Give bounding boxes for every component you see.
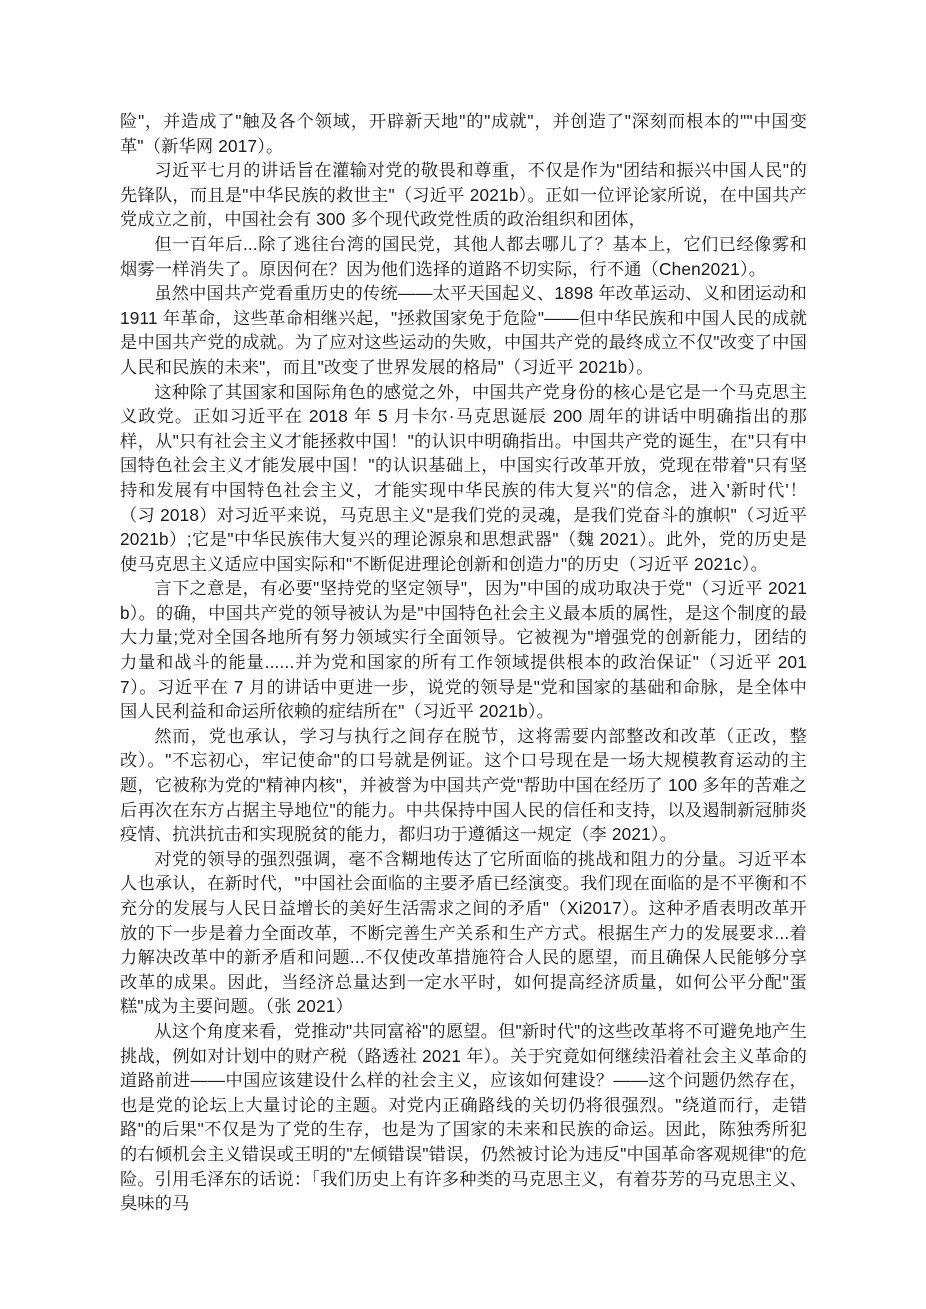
- paragraph: 但一百年后...除了逃往台湾的国民党，其他人都去哪儿了？基本上，它们已经像雾和烟雾一样消失了。原因何在？因为他们选择的道路不切实际，行不通（Chen2021）。: [120, 233, 807, 279]
- paragraph: 从这个角度来看，党推动"共同富裕"的愿望。但"新时代"的这些改革将不可避免地产生挑战，例如对计划中的财产税（路透社 2021 年）。关于究竟如何继续沿着社会主义革命的道路前进——中国应该建设什么样的社会主义，应该如何建设？——这个问题仍然存在，也是党的论坛上大量讨论的主题。对党内正确路线的关切仍将很强烈。"绕道而行，走错路"的后果"不仅是为了党的生存，也是为了国家的未来和民族的命运。因此，陈独秀所犯的右倾机会主义错误或王明的"左倾错误"错误，仍然被讨论为违反"中国革命客观规律"的危险。引用毛泽东的话说：「我们历史上有许多种类的马克思主义，有着芬芳的马克思主义、臭味的马: [120, 1020, 807, 1214]
- paragraph: 这种除了其国家和国际角色的感觉之外，中国共产党身份的核心是它是一个马克思主义政党。正如习近平在 2018 年 5 月卡尔·马克思诞辰 200 周年的讲话中明确指出的那样，从"只有社会主义才能拯救中国！"的认识中明确指出。中国共产党的诞生，在"只有中国特色社会主义才能发展中国！"的认识基础上，中国实行改革开放，党现在带着"只有坚持和发展有中国特色社会主义，才能实现中华民族的伟大复兴"的信念，进入'新时代'！（习 2018）对习近平来说，马克思主义"是我们党的灵魂，是我们党奋斗的旗帜"（习近平 2021b）;它是"中华民族伟大复兴的理论源泉和思想武器"（魏 2021）。此外，党的历史是使马克思主义适应中国实际和"不断促进理论创新和创造力"的历史（习近平 2021c）。: [120, 381, 807, 574]
- paragraph: 虽然中国共产党看重历史的传统——太平天国起义、1898 年改革运动、义和团运动和 1911 年革命，这些革命相继兴起，"拯救国家免于危险"——但中华民族和中国人民的成就是中国共产党的成就。为了应对这些运动的失败，中国共产党的最终成立不仅"改变了中国人民和民族的未来"，而且"改变了世界发展的格局"（习近平 2021b）。: [120, 283, 807, 377]
- paragraph: 险"，并造成了"触及各个领域，开辟新天地"的"成就"，并创造了"深刻而根本的""中国变革"（新华网 2017）。: [120, 111, 807, 156]
- paragraph: 对党的领导的强烈强调，毫不含糊地传达了它所面临的挑战和阻力的分量。习近平本人也承认，在新时代，"中国社会面临的主要矛盾已经演变。我们现在面临的是不平衡和不充分的发展与人民日益增长的美好生活需求之间的矛盾"（Xi2017）。这种矛盾表明改革开放的下一步是着力全面改革，不断完善生产关系和生产方式。根据生产力的发展要求...着力解决改革中的新矛盾和问题...不仅使改革措施符合人民的愿望，而且确保人民能够分享改革的成果。因此，当经济总量达到一定水平时，如何提高经济质量，如何公平分配"蛋糕"成为主要问题。（张 2021）: [120, 848, 807, 1017]
- article-text: [120, 109, 807, 1216]
- paragraph: 然而，党也承认，学习与执行之间存在脱节，这将需要内部整改和改革（正改，整改）。"不忘初心，牢记使命"的口号就是例证。这个口号现在是一场大规模教育运动的主题，它被称为党的"精神内核"，并被誉为中国共产党"帮助中国在经历了 100 多年的苦难之后再次在东方占据主导地位"的能力。中共保持中国人民的信任和支持，以及遏制新冠肺炎疫情、抗洪抗击和实现脱贫的能力，都归功于遵循这一规定（李 2021）。: [120, 725, 807, 845]
- paragraph: 言下之意是，有必要"坚持党的坚定领导"，因为"中国的成功取决于党"（习近平 2021b）。的确，中国共产党的领导被认为是"中国特色社会主义最本质的属性，是这个制度的最大力量;党对全国各地所有努力领域实行全面领导。它被视为"增强党的创新能力，团结的力量和战斗的能量......并为党和国家的所有工作领域提供根本的政治保证"（习近平 2017）。习近平在 7 月的讲话中更进一步，说党的领导是"党和国家的基础和命脉，是全体中国人民利益和命运所依赖的症结所在"（习近平 2021b）。: [120, 578, 807, 722]
- paragraph: 习近平七月的讲话旨在灌输对党的敬畏和尊重，不仅是作为"团结和振兴中国人民"的先锋队，而且是"中华民族的救世主"（习近平 2021b）。正如一位评论家所说，在中国共产党成立之前，中国社会有 300 多个现代政党性质的政治组织和团体，: [120, 160, 807, 230]
